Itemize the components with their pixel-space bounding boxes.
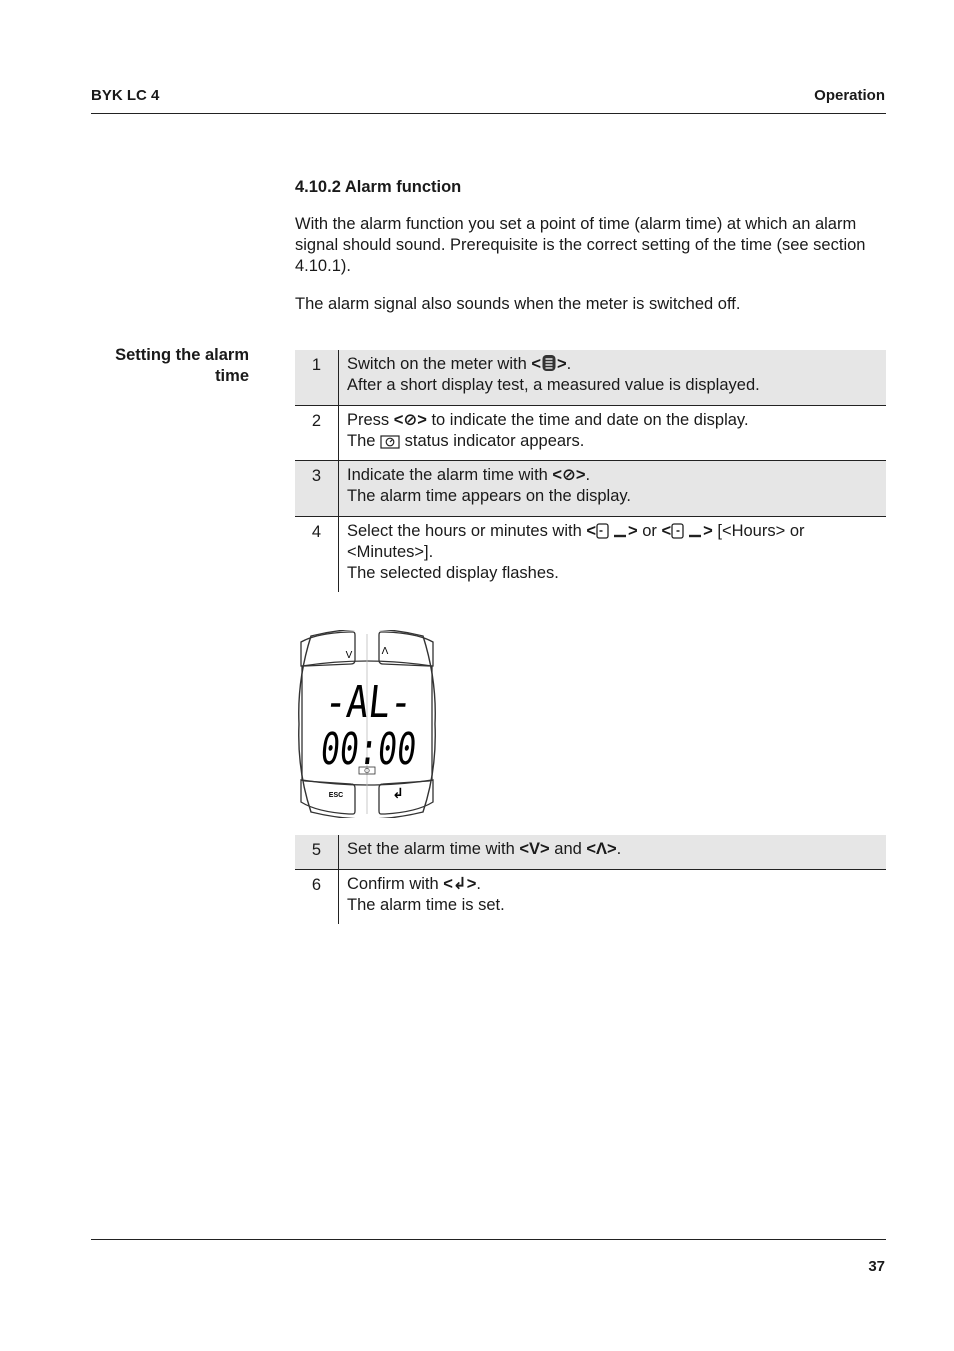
step-text: Select the hours or minutes with < > or < > [<Hours> or <Minutes>]. The selected display flashes. xyxy=(347,522,805,582)
step-text: Indicate the alarm time with <⊘>. The alarm time appears on the display. xyxy=(347,466,632,505)
side-label: Setting the alarm time xyxy=(115,346,249,385)
enter-button-label: ↲ xyxy=(392,786,404,802)
step-row xyxy=(295,350,886,405)
down-button-label: V xyxy=(345,650,353,661)
minutes-select-icon xyxy=(671,523,703,539)
hours-select-icon xyxy=(596,523,628,539)
header-product: BYK LC 4 xyxy=(91,87,160,104)
step-text: Confirm with <↲>. The alarm time is set. xyxy=(347,875,505,914)
step-text: Press <⊘> to indicate the time and date on the display. The status indicator appears. xyxy=(347,411,749,450)
clock-status-icon xyxy=(380,435,400,449)
meter-display-illustration xyxy=(297,630,437,823)
header-chapter: Operation xyxy=(814,87,885,104)
intro-paragraph: With the alarm function you set a point of time (alarm time) at which an alarm signal should sound. Prerequisite is the correct setting of the time (see section 4.10.1). xyxy=(295,215,866,275)
step-number: 4 xyxy=(295,517,339,592)
header-rule xyxy=(91,113,886,114)
step-row xyxy=(295,460,886,516)
step-row xyxy=(295,835,886,869)
step-row xyxy=(295,869,886,924)
note-paragraph: The alarm signal also sounds when the meter is switched off. xyxy=(295,295,741,313)
step-row xyxy=(295,405,886,460)
step-text: Switch on the meter with < >. After a short display test, a measured value is displayed. xyxy=(347,355,760,394)
steps-table-2 xyxy=(295,835,886,924)
step-number: 6 xyxy=(295,870,339,924)
step-row xyxy=(295,516,886,592)
power-icon xyxy=(541,354,557,372)
step-number: 3 xyxy=(295,461,339,516)
steps-table-1 xyxy=(295,350,886,592)
esc-button-label: ESC xyxy=(328,792,344,799)
step-number: 1 xyxy=(295,350,339,405)
step-text: Set the alarm time with <V> and <Λ>. xyxy=(347,840,622,858)
footer-rule xyxy=(91,1239,886,1240)
clock-key-label: <⊘> xyxy=(552,466,586,484)
clock-key-label: <⊘> xyxy=(393,411,427,429)
page-number: 37 xyxy=(868,1258,885,1275)
display-line-1: -AL- xyxy=(322,676,415,728)
step-number: 5 xyxy=(295,835,339,869)
display-line-2: 00:00 xyxy=(318,723,419,776)
up-button-label: Λ xyxy=(381,646,389,657)
section-title: 4.10.2 Alarm function xyxy=(295,178,462,196)
step-number: 2 xyxy=(295,406,339,460)
